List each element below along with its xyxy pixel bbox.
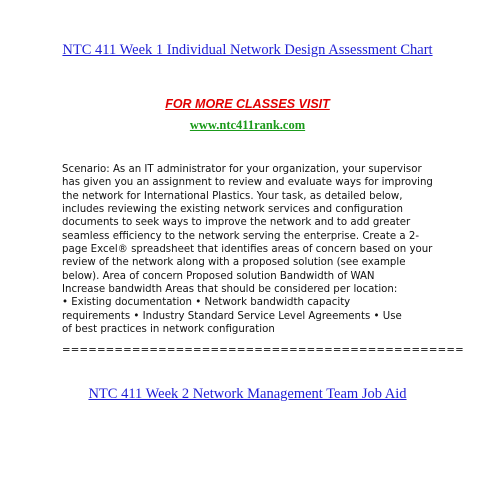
scenario-paragraph: Scenario: As an IT administrator for your organization, your supervisor has given you an assignment to review and evaluate ways for improving the network for International Plastics. Your task, as detailed below, includes reviewing the existing network services and configuration documents to seek ways to improve the network and to add greater seamless efficiency to the network serving the enterprise. Create a 2- page Excel® spreadsheet that identifies areas of concern based on your review of the network along with a proposed solution (see example below). Area of concern Proposed solution Bandwidth of WAN Increase bandwidth Areas that should be considered per location: • Existing documentation • Network bandwidth capacity requirements • Industry Standard Service Level Agreements • Use of best practices in network configuration xyxy=(62,164,433,336)
promo-heading: FOR MORE CLASSES VISIT xyxy=(165,97,330,111)
course-title-link-week-2[interactable]: NTC 411 Week 2 Network Management Team Job Aid xyxy=(88,386,407,402)
course-title-link-week-1[interactable]: NTC 411 Week 1 Individual Network Design Assessment Chart xyxy=(62,42,433,58)
promo-url-link[interactable]: www.ntc411rank.com xyxy=(189,118,306,132)
separator-line: ============================================== xyxy=(62,345,464,356)
